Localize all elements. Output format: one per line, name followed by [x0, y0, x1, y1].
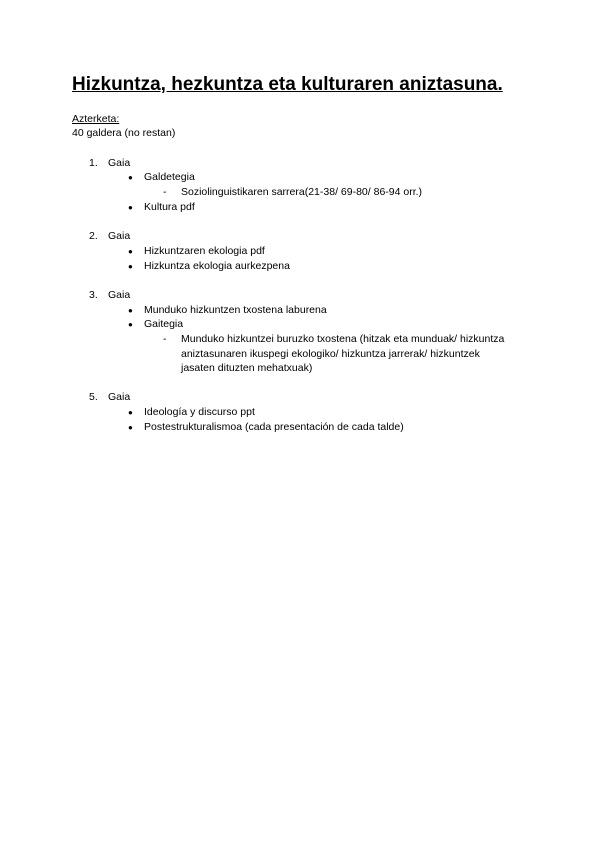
section-label: Gaia: [108, 157, 131, 169]
dash-icon: -: [163, 186, 167, 198]
section-number: 1.: [89, 157, 98, 169]
bullet-icon: ●: [128, 423, 133, 432]
list-item: Hizkuntzaren ekologia pdf: [144, 245, 265, 257]
list-item: Gaitegia: [144, 318, 184, 330]
exam-label: Azterketa:: [72, 113, 120, 125]
bullet-icon: ●: [128, 247, 133, 256]
bullet-icon: ●: [128, 408, 133, 417]
section-label: Gaia: [108, 230, 131, 242]
dash-icon: -: [163, 333, 167, 345]
list-item: Munduko hizkuntzen txostena laburena: [144, 304, 327, 316]
section-label: Gaia: [108, 289, 131, 301]
bullet-icon: ●: [128, 262, 133, 271]
section-number: 5.: [89, 391, 98, 403]
list-item: Ideología y discurso ppt: [144, 406, 255, 418]
sub-list-item-line: Munduko hizkuntzei buruzko txostena (hitzak eta munduak/ hizkuntza: [181, 333, 505, 345]
sub-list-item: Soziolinguistikaren sarrera(21-38/ 69-80/ 86-94 orr.): [181, 186, 423, 198]
bullet-icon: ●: [128, 320, 133, 329]
document-title: Hizkuntza, hezkuntza eta kulturaren aniztasuna.: [72, 74, 503, 95]
section-label: Gaia: [108, 391, 131, 403]
list-item: Postestrukturalismoa (cada presentación de cada talde): [144, 421, 404, 433]
list-item: Galdetegia: [144, 171, 195, 183]
exam-detail: 40 galdera (no restan): [72, 127, 176, 139]
section-number: 2.: [89, 230, 98, 242]
bullet-icon: ●: [128, 203, 133, 212]
sub-list-item-line: aniztasunaren ikuspegi ekologiko/ hizkuntza jarrerak/ hizkuntzek: [181, 348, 480, 360]
sub-list-item-line: jasaten dituzten mehatxuak): [181, 362, 313, 374]
bullet-icon: ●: [128, 306, 133, 315]
list-item: Kultura pdf: [144, 201, 195, 213]
list-item: Hizkuntza ekologia aurkezpena: [144, 260, 290, 272]
bullet-icon: ●: [128, 173, 133, 182]
section-number: 3.: [89, 289, 98, 301]
